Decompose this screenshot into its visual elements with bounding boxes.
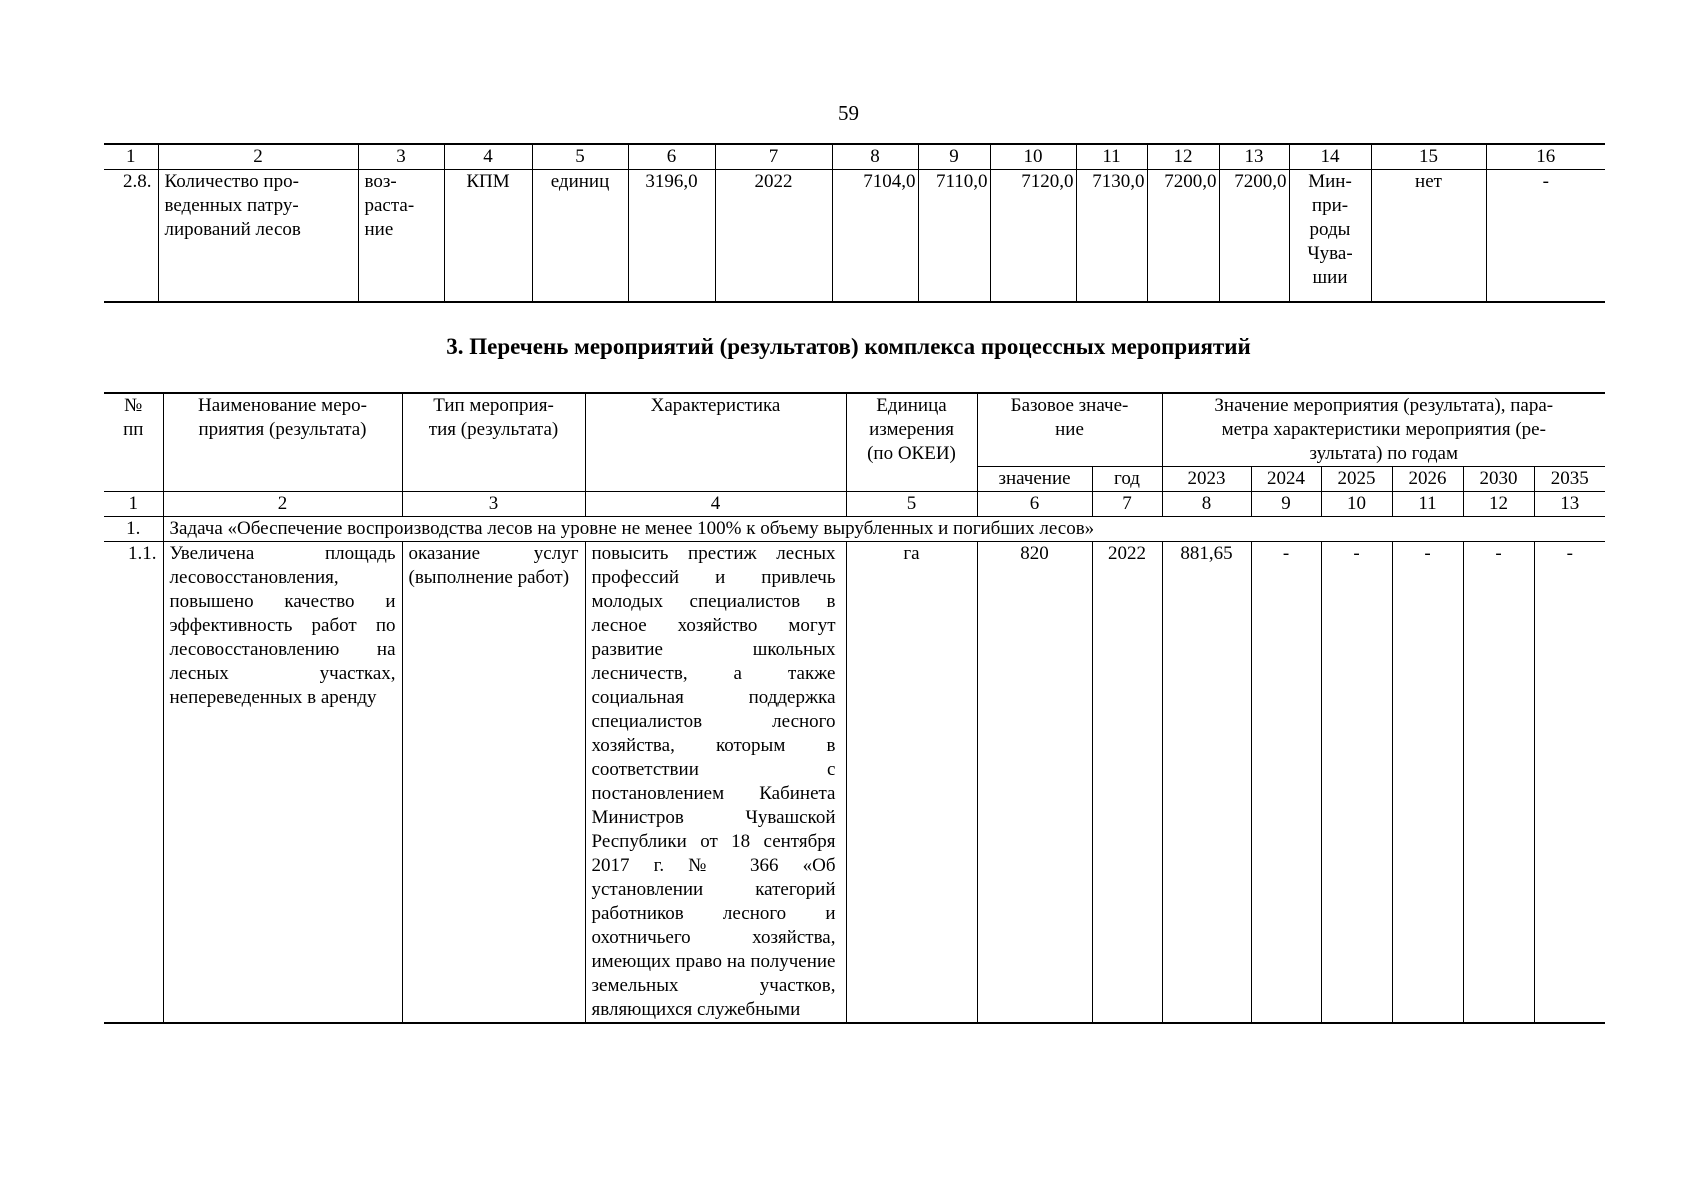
task-text: Задача «Обеспечение воспроизводства лесов на уровне не менее 100% к объему вырубленных и погибших лесов» [163, 517, 1605, 542]
measure-type: оказание услуг (выполнение работ) [402, 542, 585, 1024]
value: нет [1371, 170, 1486, 302]
column-number: 7 [1092, 492, 1162, 517]
header-year: 2035 [1534, 467, 1605, 492]
column-number: 9 [918, 144, 990, 170]
header-year: 2030 [1463, 467, 1534, 492]
task-row [104, 517, 1605, 542]
header-year: 2023 [1162, 467, 1251, 492]
header-type: Тип мероприя- тия (результата) [402, 393, 585, 492]
column-number: 1 [104, 144, 158, 170]
column-number: 3 [358, 144, 444, 170]
column-number: 2 [158, 144, 358, 170]
column-number: 12 [1463, 492, 1534, 517]
header-name: Наименование меро- приятия (результата) [163, 393, 402, 492]
column-number: 10 [990, 144, 1076, 170]
column-number: 14 [1289, 144, 1371, 170]
indicator-type: КПМ [444, 170, 532, 302]
row-number: 1.1. [104, 542, 163, 1024]
column-number: 6 [977, 492, 1092, 517]
base-year: 2022 [1092, 542, 1162, 1024]
value-2024: - [1251, 542, 1321, 1024]
header-year: 2026 [1392, 467, 1463, 492]
column-number: 11 [1392, 492, 1463, 517]
value-2026: - [1392, 542, 1463, 1024]
measure-name: Увеличена площадь лесовосстановления, повышено качество и эффективность работ по лесовосстановлению на лесных участках, непереведенных в аренду [163, 542, 402, 1024]
column-number: 12 [1147, 144, 1219, 170]
base-value: 3196,0 [628, 170, 715, 302]
column-number: 4 [585, 492, 846, 517]
column-number: 15 [1371, 144, 1486, 170]
column-number: 1 [104, 492, 163, 517]
column-numbers-row [104, 492, 1605, 517]
column-number: 9 [1251, 492, 1321, 517]
direction: воз- раста- ние [358, 170, 444, 302]
header-year: 2025 [1321, 467, 1392, 492]
column-number: 2 [163, 492, 402, 517]
row-number: 2.8. [104, 170, 158, 302]
column-number: 6 [628, 144, 715, 170]
value-2025: - [1321, 542, 1392, 1024]
base-value: 820 [977, 542, 1092, 1024]
header-base-value: значение [977, 467, 1092, 492]
value-2030: - [1463, 542, 1534, 1024]
value: 7104,0 [832, 170, 918, 302]
measures-table [104, 392, 1605, 1024]
responsible: Мин- при- роды Чува- шии [1289, 170, 1371, 302]
column-number: 11 [1076, 144, 1147, 170]
indicator-name: Количество про- веденных патру- лирований лесов [158, 170, 358, 302]
measure-characteristic: повысить престиж лесных профессий и привлечь молодых специалистов в лесное хозяйство могут развитие школьных лесничеств, а также социальная поддержка специалистов лесного хозяйства, которым в соответствии с постановлением Кабинета Министров Чувашской Республики от 18 сентября 2017 г. № 366 «Об установлении категорий работников лесного и охотничьего хозяйства, имеющих право на получение земельных участков, являющихся служебными [585, 542, 846, 1024]
task-number: 1. [104, 517, 163, 542]
page-number: 59 [838, 101, 859, 125]
header-base-year: год [1092, 467, 1162, 492]
value: 7120,0 [990, 170, 1076, 302]
header-row [104, 393, 1605, 467]
column-number: 3 [402, 492, 585, 517]
header-unit: Единица измерения (по ОКЕИ) [846, 393, 977, 492]
header-year: 2024 [1251, 467, 1321, 492]
column-number: 8 [1162, 492, 1251, 517]
header-num: № пп [104, 393, 163, 492]
header-values: Значение мероприятия (результата), пара- метра характеристики мероприятия (ре- зультата) по годам [1162, 393, 1605, 467]
table-continuation [104, 143, 1605, 303]
table-row [104, 170, 1605, 302]
value: 7200,0 [1147, 170, 1219, 302]
column-number: 5 [846, 492, 977, 517]
column-number: 16 [1486, 144, 1605, 170]
value: - [1486, 170, 1605, 302]
header-characteristic: Характеристика [585, 393, 846, 492]
column-number: 7 [715, 144, 832, 170]
column-number: 8 [832, 144, 918, 170]
value-2035: - [1534, 542, 1605, 1024]
header-base: Базовое значе- ние [977, 393, 1162, 467]
value-2023: 881,65 [1162, 542, 1251, 1024]
section-title: 3. Перечень мероприятий (результатов) комплекса процессных мероприятий [446, 334, 1251, 359]
value: 7110,0 [918, 170, 990, 302]
column-number: 4 [444, 144, 532, 170]
table-row [104, 542, 1605, 1024]
column-number: 13 [1219, 144, 1289, 170]
column-number: 5 [532, 144, 628, 170]
value: 7130,0 [1076, 170, 1147, 302]
unit: га [846, 542, 977, 1024]
column-number: 10 [1321, 492, 1392, 517]
value: 7200,0 [1219, 170, 1289, 302]
header-numbers-row [104, 144, 1605, 170]
unit: единиц [532, 170, 628, 302]
column-number: 13 [1534, 492, 1605, 517]
base-year: 2022 [715, 170, 832, 302]
